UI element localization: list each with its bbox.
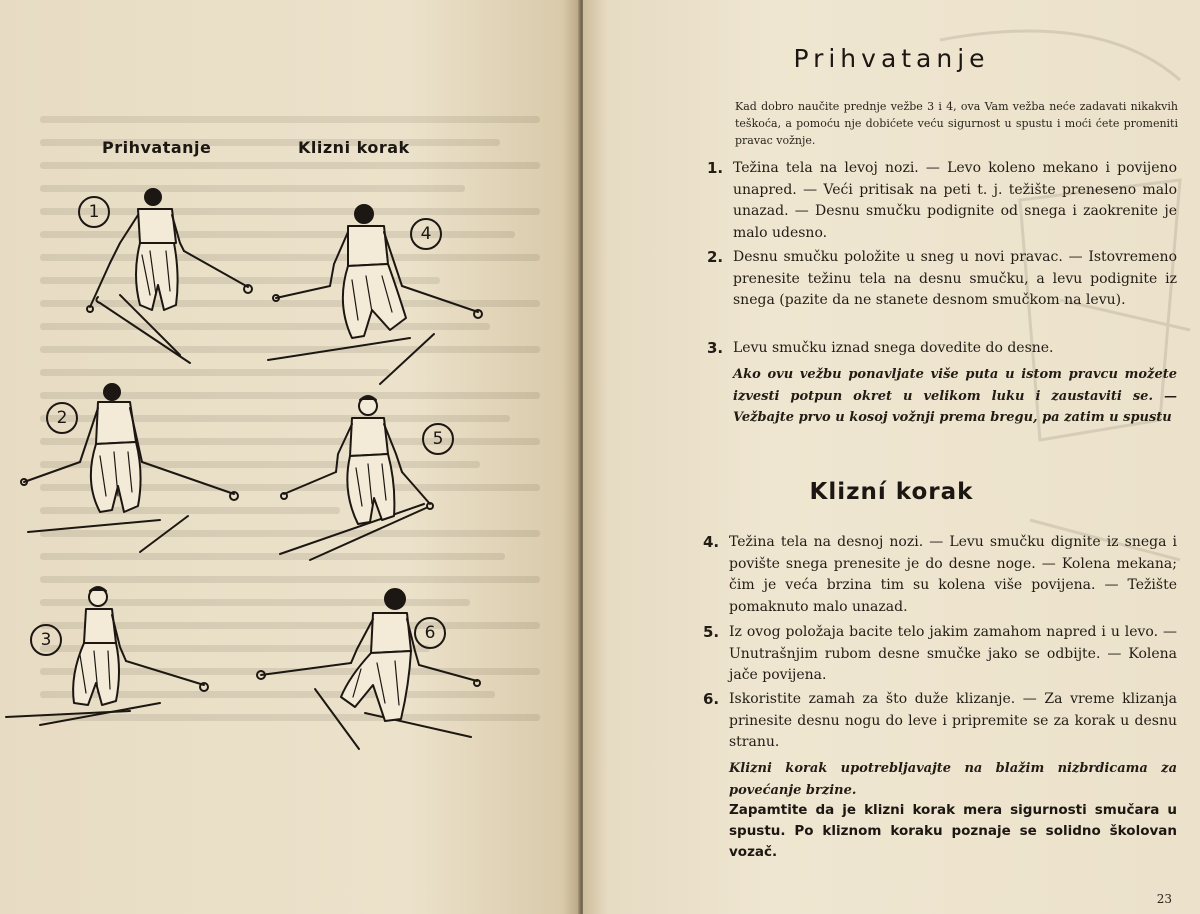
step-1 [707,158,1177,244]
step-number: 1. [707,159,724,177]
skier-illustration-2 [20,382,250,562]
step-number: 5. [703,623,720,641]
skier-illustration-5 [270,392,470,572]
step-3 [707,338,1177,360]
step-6 [703,689,1177,754]
skier-illustration-1 [80,185,260,375]
step-number: 6. [703,690,720,708]
step-5 [703,622,1177,687]
left-page [0,0,580,914]
step-text: Iskoristite zamah za što duže klizanje. — Za vreme klizanja prinesite desnu nogu do leve i pripremite se za korak u desnu stranu. [729,691,1177,750]
page-number: 23 [1156,892,1172,906]
figure-number-3: 3 [30,624,62,656]
step-4 [703,532,1177,618]
note-paragraph-1: Ako ovu vežbu ponavljate više puta u istom pravcu možete izvesti potpun okret u velikom luku i zaustaviti se. — Vežbajte prvo u kosoj vožnji prema bregu, pa zatim u spustu [733,367,1177,425]
conclusion-paragraph: Zapamtite da je klizni korak mera sigurnosti smučara u spustu. Po kliznom koraku poznaje se solidno školovan vozač. [729,802,1177,860]
step-text: Težina tela na desnoj nozi. — Levu smučku dignite iz snega i povište snega prenesite je do desne noge. — Kolena mekana; čim je veća brzina tim su kolena više povijena. — Težište pomaknuto malo unazad. [729,534,1177,615]
figure-label-prihvatanje: Prihvatanje [102,138,212,157]
step-text: Težina tela na levoj nozi. — Levo koleno mekano i povijeno unapred. — Veći pritisak na peti t. j. težište preneseno malo unazad. — Desnu smučku podignite od snega i zaokrenite je malo udesno. [733,160,1177,241]
section-heading-klizni-korak: Klizní korak [809,479,974,505]
figure-number-2: 2 [46,402,78,434]
skier-illustration-3 [0,585,220,745]
step-number: 2. [707,248,724,266]
note-paragraph-2: Klizni korak upotrebljavajte na blažim nizbrdicama za povećanje brzine. [729,761,1177,798]
intro-paragraph: Kad dobro naučite prednje vežbe 3 i 4, ova Vam vežba neće zadavati nikakvih teškoća, a pomoću nje dobićete veću sigurnost u spustu i moći ćete promeniti pravac vožnje. [735,100,1178,147]
step-text: Iz ovog položaja bacite telo jakim zamahom napred i u levo. — Unutrašnjim rubom desne smučke jako se odbijte. — Kolena jače povijena. [729,624,1177,683]
figure-number-6: 6 [414,617,446,649]
step-number: 3. [707,339,724,357]
step-2 [707,247,1177,312]
right-page [583,0,1200,914]
skier-illustration-4 [260,200,500,390]
step-text: Desnu smučku položite u sneg u novi pravac. — Istovremeno prenesite težinu tela na desnu smučku, a levu podignite iz snega (pazite da ne stanete desnom smučkom na levu). [733,249,1177,308]
figure-number-5: 5 [422,423,454,455]
skier-illustration-6 [255,585,485,755]
figure-number-4: 4 [410,218,442,250]
figure-label-klizni-korak: Klizni korak [298,138,410,157]
step-number: 4. [703,533,720,551]
step-text: Levu smučku iznad snega dovedite do desne. [733,340,1054,356]
figure-number-1: 1 [78,196,110,228]
page-title: Prihvatanje [793,44,990,73]
